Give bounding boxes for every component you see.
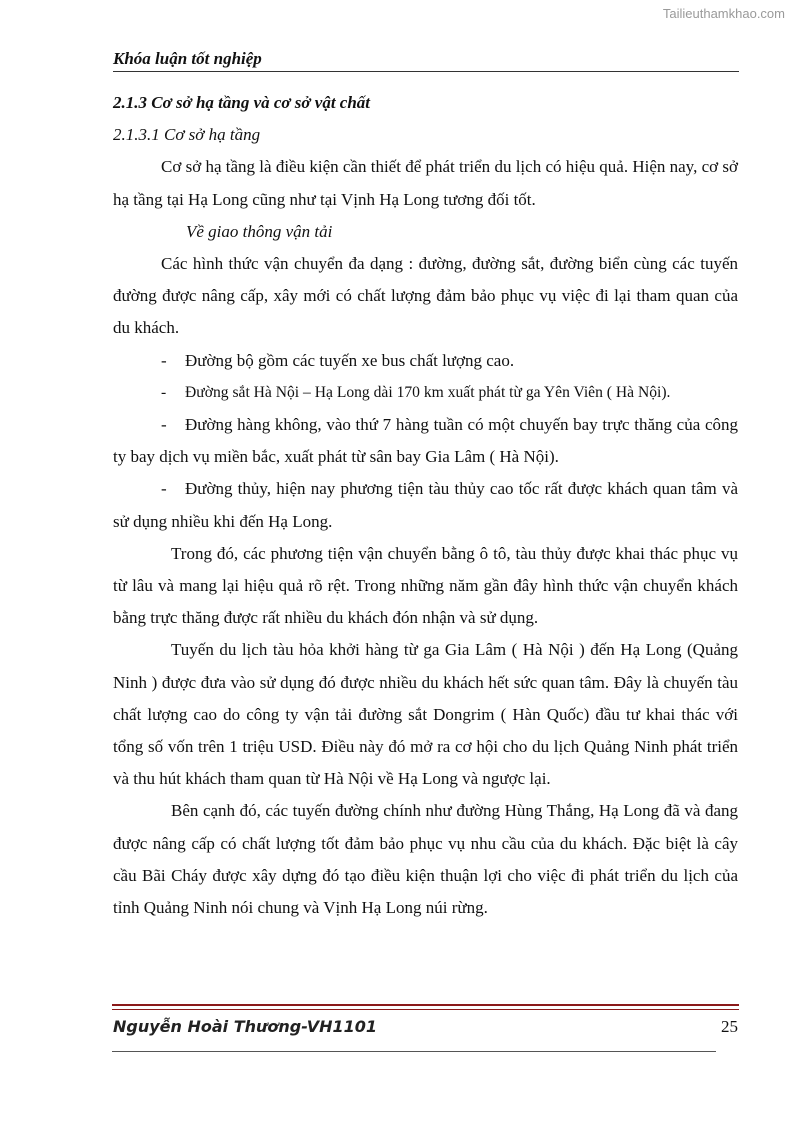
header-title: Khóa luận tốt nghiệp (113, 49, 262, 68)
bullet-text: Đường hàng không, vào thứ 7 hàng tuần có một chuyến bay trực thăng của công ty bay dịch vụ miền bắc, xuất phát từ sân bay Gia Lâm ( Hà Nội). (113, 415, 738, 467)
transport-intro-paragraph: Các hình thức vận chuyển đa dạng : đường, đường sắt, đường biển cùng các tuyến đường được nâng cấp, xây mới có chất lượng đảm bảo phục vụ việc đi lại tham quan của du khách. (113, 254, 738, 338)
footer-bottom-rule (112, 1051, 716, 1052)
section-heading: 2.1.3 Cơ sở hạ tầng và cơ sở vật chất (113, 93, 371, 112)
watermark-text: Tailieuthamkhao.com (662, 6, 785, 21)
bullet-item-air (113, 409, 738, 473)
bullet-marker: - (161, 415, 167, 435)
bullet-marker: - (161, 479, 167, 499)
bullet-text: Đường thủy, hiện nay phương tiện tàu thủy cao tốc rất được khách quan tâm và sử dụng nhiều khi đến Hạ Long. (113, 479, 738, 531)
footer-author: Nguyễn Hoài Thương-VH1101 (113, 1017, 378, 1036)
page-number: 25 (721, 1017, 738, 1036)
footer-divider-thick (112, 1004, 739, 1006)
subsection-heading: 2.1.3.1 Cơ sở hạ tầng (113, 125, 261, 145)
bullet-item-rail (113, 377, 738, 409)
bullet-marker: - (161, 383, 167, 401)
page-header (113, 49, 739, 72)
bullet-marker: - (161, 350, 167, 370)
bullet-item-water (113, 473, 738, 537)
bullet-item-road (113, 345, 738, 377)
bullet-text: Đường sắt Hà Nội – Hạ Long dài 170 km xuất phát từ ga Yên Viên ( Hà Nội). (185, 383, 671, 401)
body-paragraph: Bên cạnh đó, các tuyến đường chính như đường Hùng Thắng, Hạ Long đã và đang được nâng cấp có chất lượng tốt đảm bảo phục vụ nhu cầu của du khách. Đặc biệt là cây cầu Bãi Cháy được xây dựng đó tạo điều kiện thuận lợi cho việc đi phát triển du lịch của tỉnh Quảng Ninh nói chung và Vịnh Hạ Long núi rừng. (113, 801, 738, 918)
body-paragraph: Trong đó, các phương tiện vận chuyển bằng ô tô, tàu thủy được khai thác phục vụ từ lâu và mang lại hiệu quả rõ rệt. Trong những năm gần đây hình thức vận chuyển khách bằng trực thăng được rất nhiều du khách đón nhận và sử dụng. (113, 543, 738, 628)
transport-heading: Về giao thông vận tải (186, 221, 333, 241)
body-paragraph: Tuyến du lịch tàu hỏa khởi hàng từ ga Gia Lâm ( Hà Nội ) đến Hạ Long (Quảng Ninh ) được đưa vào sử dụng đó được nhiều du khách hết sức quan tâm. Đây là chuyến tàu chất lượng cao do công ty vận tải đường sắt Dongrim ( Hàn Quốc) đầu tư khai thác với tổng số vốn trên 1 triệu USD. Điều này đó mở ra cơ hội cho du lịch Quảng Ninh phát triển và thu hút khách tham quan từ Hà Nội về Hạ Long và ngược lại. (113, 640, 738, 789)
intro-paragraph: Cơ sở hạ tầng là điều kiện cần thiết để phát triển du lịch có hiệu quả. Hiện nay, cơ sở hạ tầng tại Hạ Long cũng như tại Vịnh Hạ Long tương đối tốt. (113, 157, 738, 209)
document-body (113, 86, 738, 924)
footer-divider-thin (112, 1009, 739, 1010)
bullet-text: Đường bộ gồm các tuyến xe bus chất lượng cao. (185, 350, 515, 370)
